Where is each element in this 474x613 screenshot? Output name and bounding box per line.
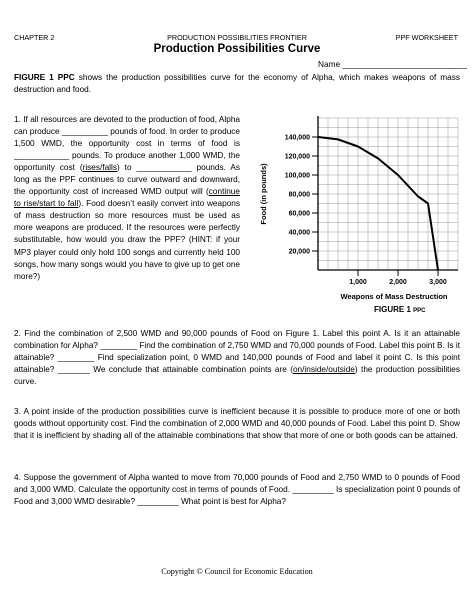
q1-choice-rises-falls[interactable]: rises/falls [82,163,117,173]
q1-text-2: ) to ____________ pounds. As long as the PPF continues to curve outward and downward, the opportunity cost of increased WMD output will ( [14,163,240,197]
page-title: Production Possibilities Curve [153,43,321,55]
y-axis-label: Food (in pounds) [259,163,268,225]
question-2 [14,328,460,388]
question-3: 3. A point inside of the production possibilities curve is inefficient because it is possible to produce more of one or both goods without opportunity cost. Find the combination of 2,000 WMD and 40,000 pounds of Food. Label this point D. Show that it is inefficient by shading all of the attainable combinations that show that more of one or both goods can be attained. [14,407,460,441]
y-tick-label: 80,000 [288,191,310,199]
y-tick-label: 20,000 [288,248,310,256]
y-tick-label: 100,000 [284,172,310,180]
figure-caption-main: FIGURE 1 [374,305,411,314]
figure-caption-sub: PPC [413,308,426,314]
question-4: 4. Suppose the government of Alpha wanted to move from 70,000 pounds of Food and 2,750 WMD to 0 pounds of Food and 3,000 WMD. Calculate the opportunity cost in terms of pounds of Food. _________ Is specialization point 0 pounds of Food and 3,000 WMD desirable? _________ What point is best for Alpha? [14,473,460,507]
y-tick-label: 60,000 [288,210,310,218]
q1-choice-rise-fall[interactable]: continue to rise/start to fall [14,187,240,209]
question-1 [14,114,240,283]
worksheet-label: PPF WORKSHEET [395,33,458,42]
x-tick-label: 1,000 [349,279,367,286]
q2-choice-on-inside-outside[interactable]: on/inside/outside [292,365,355,375]
x-tick-label: 3,000 [429,279,447,286]
q1-text-3: ). Food doesn’t easily convert into weapons of mass destruction so more resources must be used as more weapons are produced. If the resources were perfectly substitutable, how would you draw the PPF? (HINT: if your MP3 player could only hold 100 songs and currently held 100 songs, how many songs would you have to give up to get one more?) [14,199,240,281]
intro-text: shows the production possibilities curve for the economy of Alpha, which makes weapons of mass destruction and food. [14,73,461,95]
y-tick-labels [285,135,318,256]
y-tick-label: 140,000 [284,134,310,142]
figure-caption [374,305,425,314]
x-axis-label: Weapons of Mass Destruction [340,292,448,301]
chart-grid [318,118,458,270]
q1-text-1: 1. If all resources are devoted to the production of food, Alpha can produce __________ pounds of food. In order to produce 1,500 WMD, the opportunity cost in terms of food is ____________ pounds. To produce another 1,000 WMD, the opportunity cost ( [14,115,240,173]
x-tick-label: 2,000 [389,279,407,286]
intro-paragraph [14,72,460,96]
copyright-notice: Copyright © Council for Economic Education [161,567,313,576]
y-tick-label: 120,000 [284,153,310,161]
chapter-label: CHAPTER 2 [14,33,55,42]
q2-text-1: 2. Find the combination of 2,500 WMD and 90,000 pounds of Food on Figure 1. Label this point A. Is it an attainable combination for Alpha? ________ Find the combination of 2,750 WMD and 70,000 pounds of Food. Label this point B. Is it attainable? ________ Find specialization point, 0 WMD and 140,000 pounds of Food and label it point C. Is this point attainable? _______ We conclude that attainable combination points are ( [14,329,460,375]
x-tick-labels [349,270,447,286]
y-tick-label: 40,000 [288,229,310,237]
q2-text-2: ) the production possibilities curve. [14,365,460,387]
topic-label: PRODUCTION POSSIBILITIES FRONTIER [167,33,307,42]
intro-figure-ref: FIGURE 1 PPC [14,73,75,82]
ppc-chart [250,108,470,303]
name-field[interactable]: Name ___________________________ [318,59,468,69]
